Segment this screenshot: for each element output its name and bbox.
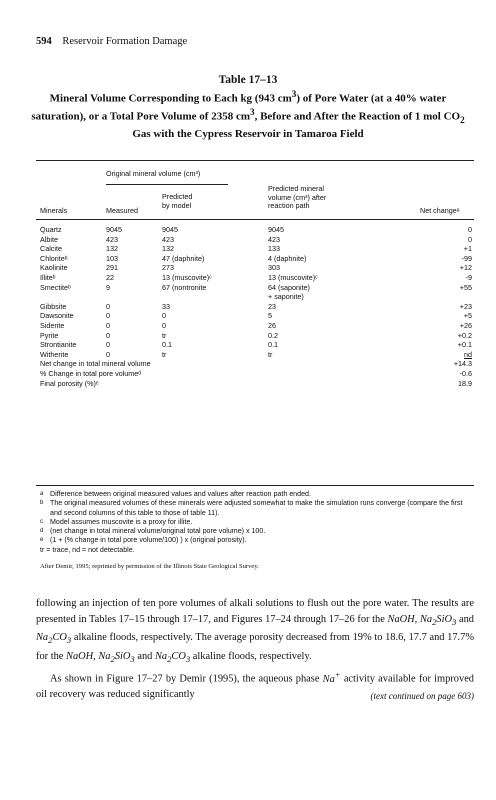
table-row bbox=[40, 273, 474, 282]
col-measured: Measured bbox=[106, 206, 138, 215]
cell-measured: 0 bbox=[106, 340, 110, 350]
table-row bbox=[40, 283, 474, 292]
cell-predicted-model: 47 (daphnite) bbox=[162, 253, 205, 263]
cell-net-change: 0 bbox=[468, 225, 472, 234]
cell-measured: 0 bbox=[106, 349, 110, 359]
col-predicted-model: Predicted by model bbox=[162, 192, 193, 210]
footnote-e bbox=[40, 536, 470, 545]
cell-predicted-path: 23 bbox=[268, 301, 276, 311]
footnote-b bbox=[40, 499, 470, 518]
cell-measured: 0 bbox=[106, 321, 110, 330]
footnote-a-mark: a bbox=[40, 491, 44, 497]
cell-mineral: Kaolinite bbox=[40, 263, 68, 273]
footnote-c bbox=[40, 518, 470, 527]
cell-mineral: Quartz bbox=[40, 225, 62, 234]
footnote-d-mark: d bbox=[40, 528, 44, 535]
summary-row bbox=[40, 379, 474, 388]
cell-predicted-path: 5 bbox=[268, 311, 272, 321]
summary-label: % Change in total pore volumeᵈ bbox=[40, 369, 142, 378]
summary-label: Final porosity (%)ᵉ bbox=[40, 378, 99, 388]
cell-predicted-model: 0 bbox=[162, 311, 166, 321]
summary-row bbox=[40, 359, 474, 368]
col-predicted-path: Predicted mineral volume (cm³) after reaction path bbox=[268, 184, 327, 211]
footnote-e-text: (1 + (% change in total pore volume/100) ) x (original porosity). bbox=[50, 536, 247, 545]
cell-net-change: nd bbox=[464, 349, 472, 359]
footnote-b-text: The original measured volumes of these minerals were adjusted somewhat to make the simulation runs converge (compare the first and second columns of this table to those of table 11). bbox=[50, 499, 463, 517]
cell-net-change: +55 bbox=[459, 282, 472, 292]
page-number: 594 bbox=[36, 36, 52, 47]
cell-mineral: Smectiteᵇ bbox=[40, 282, 71, 292]
cell-predicted-path: 9045 bbox=[268, 225, 284, 234]
cell-mineral: Strontianite bbox=[40, 340, 77, 350]
paragraph-2: As shown in Figure 17–27 by Demir (1995), the aqueous phase Na+ activity available for improved oil recovery was reduced significantly bbox=[36, 669, 474, 701]
table-row bbox=[40, 350, 474, 359]
continued-note: (text continued on page 603) bbox=[370, 691, 474, 701]
col-minerals: Minerals bbox=[40, 206, 68, 215]
table-row bbox=[40, 254, 474, 263]
table-top-rule bbox=[36, 160, 474, 161]
cell-predicted-path: 0.2 bbox=[268, 330, 278, 340]
cell-measured: 103 bbox=[106, 253, 118, 263]
table-source: After Demir, 1995; reprinted by permission of the Illinois State Geological Survey. bbox=[40, 563, 259, 570]
footnote-a bbox=[40, 490, 470, 499]
cell-net-change: +26 bbox=[459, 321, 472, 330]
cell-net-change: +1 bbox=[463, 244, 472, 254]
table-row bbox=[40, 263, 474, 272]
summary-value: +14.3 bbox=[453, 359, 472, 369]
summary-row bbox=[40, 369, 474, 378]
running-head bbox=[36, 36, 187, 47]
cell-mineral: Pyrite bbox=[40, 330, 59, 340]
cell-predicted-path: + saponite) bbox=[268, 292, 304, 302]
cell-predicted-model: 273 bbox=[162, 263, 174, 273]
cell-mineral: Siderite bbox=[40, 321, 65, 330]
book-title: Reservoir Formation Damage bbox=[62, 36, 188, 47]
table-row bbox=[40, 225, 474, 234]
table-row bbox=[40, 331, 474, 340]
cell-measured: 0 bbox=[106, 301, 110, 311]
group-header: Original mineral volume (cm³) bbox=[106, 169, 201, 178]
cell-predicted-model: 67 (nontronite bbox=[162, 282, 207, 292]
footnote-a-text: Difference between original measured values and values after reaction path ended. bbox=[50, 490, 311, 498]
table-row bbox=[40, 340, 474, 349]
cell-predicted-model: 33 bbox=[162, 301, 170, 311]
cell-measured: 0 bbox=[106, 330, 110, 340]
cell-predicted-model: 132 bbox=[162, 244, 174, 254]
cell-predicted-model: 9045 bbox=[162, 225, 178, 234]
cell-predicted-path: tr bbox=[268, 349, 273, 359]
table-title: Table 17–13 bbox=[218, 74, 278, 86]
cell-mineral: Albite bbox=[40, 234, 58, 244]
footnote-c-mark: c bbox=[40, 518, 43, 525]
cell-predicted-model: 13 (muscovite)ᶜ bbox=[162, 273, 212, 282]
cell-mineral: Chloriteᵇ bbox=[40, 253, 68, 263]
cell-net-change: 0 bbox=[468, 234, 472, 244]
summary-value: -0.6 bbox=[459, 369, 472, 378]
cell-measured: 423 bbox=[106, 234, 118, 244]
cell-measured: 132 bbox=[106, 244, 118, 254]
footnote-d-text: (net change in total mineral volume/original total pore volume) x 100. bbox=[50, 527, 266, 536]
cell-mineral: Gibbsite bbox=[40, 301, 67, 311]
cell-predicted-model: tr bbox=[162, 330, 167, 340]
cell-predicted-path: 303 bbox=[268, 263, 280, 273]
cell-measured: 9045 bbox=[106, 225, 122, 234]
footnote-abbrev: tr = trace, nd = not detectable. bbox=[40, 545, 135, 554]
cell-mineral: Dawsonite bbox=[40, 311, 74, 321]
summary-value: 18.9 bbox=[458, 378, 472, 388]
cell-predicted-path: 26 bbox=[268, 321, 276, 330]
cell-net-change: +0.2 bbox=[457, 330, 472, 340]
table-row bbox=[40, 235, 474, 244]
cell-predicted-path: 4 (daphnite) bbox=[268, 253, 307, 263]
cell-mineral: Calcite bbox=[40, 244, 62, 254]
table-row bbox=[40, 302, 474, 311]
table-footnotes bbox=[40, 490, 470, 555]
paragraph-1: following an injection of ten pore volumes of alkali solutions to flush out the pore water. The results are presented in Tables 17–15 through 17–17, and Figures 17–24 through 17–26 for the NaOH, $Na_2SiO_3$ and $Na_2CO_3$ alkaline floods, respectively. The average porosity decreased from 19% to 18.6, 17.7 and 17.7% for the NaOH, $Na_2SiO_3$ and $Na_2CO_3$ alkaline floods, respectively. bbox=[36, 598, 474, 664]
body-text bbox=[36, 596, 474, 703]
summary-label: Net change in total mineral volume bbox=[40, 359, 151, 369]
cell-predicted-model: 0 bbox=[162, 321, 166, 330]
footnote-b-mark: b bbox=[40, 500, 44, 507]
group-header-rule bbox=[106, 184, 228, 185]
cell-measured: 22 bbox=[106, 273, 114, 282]
cell-net-change: -99 bbox=[461, 253, 472, 263]
col-net-change: Net changeᵃ bbox=[420, 206, 460, 215]
cell-measured: 0 bbox=[106, 311, 110, 321]
cell-measured: 291 bbox=[106, 263, 118, 273]
cell-measured: 9 bbox=[106, 282, 110, 292]
cell-predicted-path: 64 (saponite) bbox=[268, 282, 310, 292]
cell-net-change: +0.1 bbox=[457, 340, 472, 350]
table-row bbox=[40, 244, 474, 253]
footnote-d bbox=[40, 527, 470, 536]
cell-predicted-model: 423 bbox=[162, 234, 174, 244]
table-row bbox=[40, 292, 474, 301]
table-row bbox=[40, 321, 474, 330]
table-row bbox=[40, 311, 474, 320]
cell-predicted-path: 13 (muscovite)ᶜ bbox=[268, 273, 318, 282]
footnote-c-text: Model assumes muscovite is a proxy for illite. bbox=[50, 517, 193, 526]
cell-predicted-model: 0.1 bbox=[162, 340, 172, 350]
cell-predicted-path: 0.1 bbox=[268, 340, 278, 350]
cell-net-change: -9 bbox=[465, 273, 472, 282]
cell-net-change: +12 bbox=[459, 263, 472, 273]
cell-predicted-path: 133 bbox=[268, 244, 280, 254]
cell-net-change: +23 bbox=[459, 301, 472, 311]
cell-mineral: Witherite bbox=[40, 349, 69, 359]
cell-mineral: Illiteᵇ bbox=[40, 273, 56, 282]
cell-predicted-path: 423 bbox=[268, 234, 280, 244]
table-caption: Mineral Volume Corresponding to Each kg (943 $cm^3$) of Pore Water (at a 40% water saturation), or a Total Pore Volume of 2358 $cm^3$, Before and After the Reaction of 1 mol $CO_2$ Gas with the Cypress Reservoir in Tamaroa Field bbox=[31, 89, 465, 141]
footnote-e-mark: e bbox=[40, 537, 44, 544]
cell-predicted-model: tr bbox=[162, 349, 167, 359]
header-bottom-rule bbox=[36, 219, 474, 220]
cell-net-change: +5 bbox=[463, 311, 472, 321]
table-bottom-rule bbox=[36, 485, 474, 486]
